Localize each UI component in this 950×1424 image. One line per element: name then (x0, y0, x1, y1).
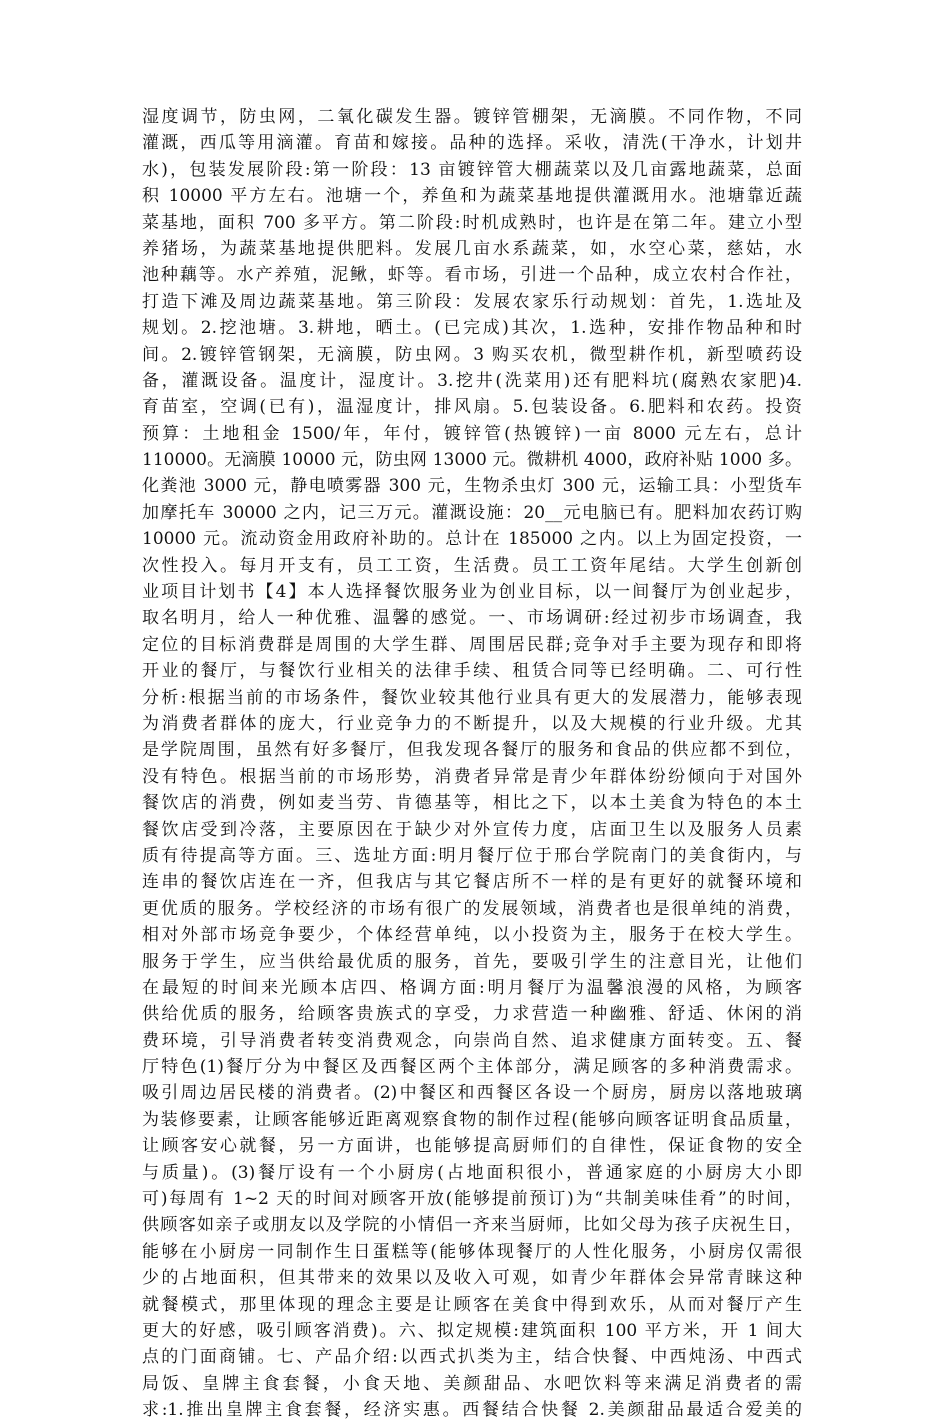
text-line: 求:1.推出皇牌主食套餐，经济实惠。西餐结合快餐 2.美颜甜品最适合爱美的 (142, 1400, 802, 1421)
text-line: 更大的好感，吸引顾客消费)。六、拟定规模:建筑面积 100 平方米，开 1 间大 (142, 1320, 802, 1341)
text-line: 间。2.镀锌管钢架，无滴膜，防虫网。3 购买农机，微型耕作机，新型喷药设 (142, 344, 802, 365)
text-line: 定位的目标消费群是周围的大学生群、周围居民群;竞争对手主要为现存和即将 (142, 634, 802, 655)
text-line: 餐饮店的消费，例如麦当劳、肯德基等，相比之下，以本土美食为特色的本土 (142, 793, 802, 814)
text-line: 更优质的服务。学校经济的市场有很广的发展领域，消费者也是很单纯的消费， (142, 898, 802, 919)
text-line: 育苗室，空调(已有)，温湿度计，排风扇。5.包装设备。6.肥料和农药。投资 (142, 397, 802, 418)
text-line: 加摩托车 30000 之内，记三万元。灌溉设施：20__元电脑已有。肥料加农药订购 (142, 502, 802, 523)
text-line: 预算：土地租金 1500/年，年付，镀锌管(热镀锌)一亩 8000 元左右，总计 (142, 423, 802, 444)
text-line: 规划。2.挖池塘。3.耕地，晒土。(已完成)其次，1.选种，安排作物品种和时 (142, 318, 802, 339)
text-line: 少的占地面积，但其带来的效果以及收入可观，如青少年群体会异常青睐这种 (142, 1268, 802, 1289)
text-line: 就餐模式，那里体现的理念主要是让顾客在美食中得到欢乐，从而对餐厅产生 (142, 1294, 802, 1315)
text-line: 局饭、皇牌主食套餐，小食天地、美颜甜品、水吧饮料等来满足消费者的需 (142, 1373, 802, 1394)
text-line: 可)每周有 1~2 天的时间对顾客开放(能够提前预订)为“共制美味佳肴”的时间， (142, 1189, 802, 1210)
text-line: 菜基地，面积 700 多平方。第二阶段:时机成熟时，也许是在第二年。建立小型 (142, 212, 802, 233)
text-line: 供顾客如亲子或朋友以及学院的小情侣一齐来当厨师，比如父母为孩子庆祝生日， (142, 1215, 802, 1236)
text-line: 池种藕等。水产养殖，泥鳅，虾等。看市场，引进一个品种，成立农村合作社， (142, 265, 802, 286)
text-line: 10000 元。流动资金用政府补助的。总计在 185000 之内。以上为固定投资，一 (142, 529, 802, 550)
text-line: 湿度调节，防虫网，二氧化碳发生器。镀锌管棚架，无滴膜。不同作物，不同 (142, 107, 802, 127)
text-line: 备，灌溉设备。温度计，湿度计。3.挖井(洗菜用)还有肥料坑(腐熟农家肥)4. (142, 370, 802, 391)
text-line: 积 10000 平方左右。池塘一个，养鱼和为蔬菜基地提供灌溉用水。池塘靠近蔬 (142, 186, 802, 207)
text-line: 110000。无滴膜 10000 元，防虫网 13000 元。微耕机 4000，政府补贴 1000 多。 (142, 450, 802, 471)
text-line: 在最短的时间来光顾本店四、格调方面:明月餐厅为温馨浪漫的风格，为顾客 (142, 977, 802, 998)
text-line: 分析:根据当前的市场条件，餐饮业较其他行业具有更大的发展潜力，能够表现 (142, 687, 802, 708)
text-line: 能够在小厨房一同制作生日蛋糕等(能够体现餐厅的人性化服务，小厨房仅需很 (142, 1241, 802, 1262)
text-line: 养猪场，为蔬菜基地提供肥料。发展几亩水系蔬菜，如，水空心菜，慈姑，水 (142, 238, 802, 259)
text-line: 水)，包装发展阶段:第一阶段：13 亩镀锌管大棚蔬菜以及几亩露地蔬菜，总面 (142, 159, 802, 180)
text-line: 没有特色。根据当前的市场形势，消费者异常是青少年群体纷纷倾向于对国外 (142, 766, 802, 787)
text-line: 与质量)。(3)餐厅设有一个小厨房(占地面积很小，普通家庭的小厨房大小即 (142, 1162, 802, 1183)
text-line: 为装修要素，让顾客能够近距离观察食物的制作过程(能够向顾客证明食品质量， (142, 1109, 802, 1130)
text-line: 次性投入。每月开支有，员工工资，生活费。员工工资年尾结。大学生创新创 (142, 555, 802, 576)
text-line: 打造下滩及周边蔬菜基地。第三阶段：发展农家乐行动规划：首先，1.选址及 (142, 291, 802, 312)
text-line: 化粪池 3000 元，静电喷雾器 300 元，生物杀虫灯 300 元，运输工具：小型货车 (142, 476, 802, 497)
text-line: 灌溉，西瓜等用滴灌。育苗和嫁接。品种的选择。采收，清洗(干净水，计划井 (142, 133, 802, 154)
text-line: 让顾客安心就餐，另一方面讲，也能够提高厨师们的自律性，保证食物的安全 (142, 1136, 802, 1157)
text-line: 点的门面商铺。七、产品介绍:以西式扒类为主，结合快餐、中西炖汤、中西式 (142, 1347, 802, 1368)
text-line: 相对外部市场竞争要少，个体经营单纯，以小投资为主，服务于在校大学生。 (142, 925, 802, 946)
text-line: 服务于学生，应当供给最优质的服务，首先，要吸引学生的注意目光，让他们 (142, 951, 802, 972)
text-line: 费环境，引导消费者转变消费观念，向崇尚自然、追求健康方面转变。五、餐 (142, 1030, 802, 1051)
text-line: 质有待提高等方面。三、选址方面:明月餐厅位于邢台学院南门的美食街内，与 (142, 845, 802, 866)
text-line: 供给优质的服务，给顾客贵族式的享受，力求营造一种幽雅、舒适、休闲的消 (142, 1004, 802, 1025)
text-line: 取名明月，给人一种优雅、温馨的感觉。一、市场调研:经过初步市场调查，我 (142, 608, 802, 629)
text-line: 餐饮店受到冷落，主要原因在于缺少对外宣传力度，店面卫生以及服务人员素 (142, 819, 802, 840)
body-text (142, 104, 802, 1424)
text-line: 是学院周围，虽然有好多餐厅，但我发现各餐厅的服务和食品的供应都不到位， (142, 740, 802, 761)
text-line: 连串的餐饮店连在一齐，但我店与其它餐店所不一样的是有更好的就餐环境和 (142, 872, 802, 893)
text-line: 吸引周边居民楼的消费者。(2)中餐区和西餐区各设一个厨房，厨房以落地玻璃 (142, 1083, 802, 1104)
text-line: 厅特色(1)餐厅分为中餐区及西餐区两个主体部分，满足顾客的多种消费需求。 (142, 1057, 802, 1078)
text-line: 开业的餐厅，与餐饮行业相关的法律手续、租赁合同等已经明确。二、可行性 (142, 661, 802, 682)
text-line: 业项目计划书【4】本人选择餐饮服务业为创业目标，以一间餐厅为创业起步， (142, 582, 802, 603)
text-line: 为消费者群体的庞大，行业竞争力的不断提升，以及大规模的行业升级。尤其 (142, 713, 802, 734)
